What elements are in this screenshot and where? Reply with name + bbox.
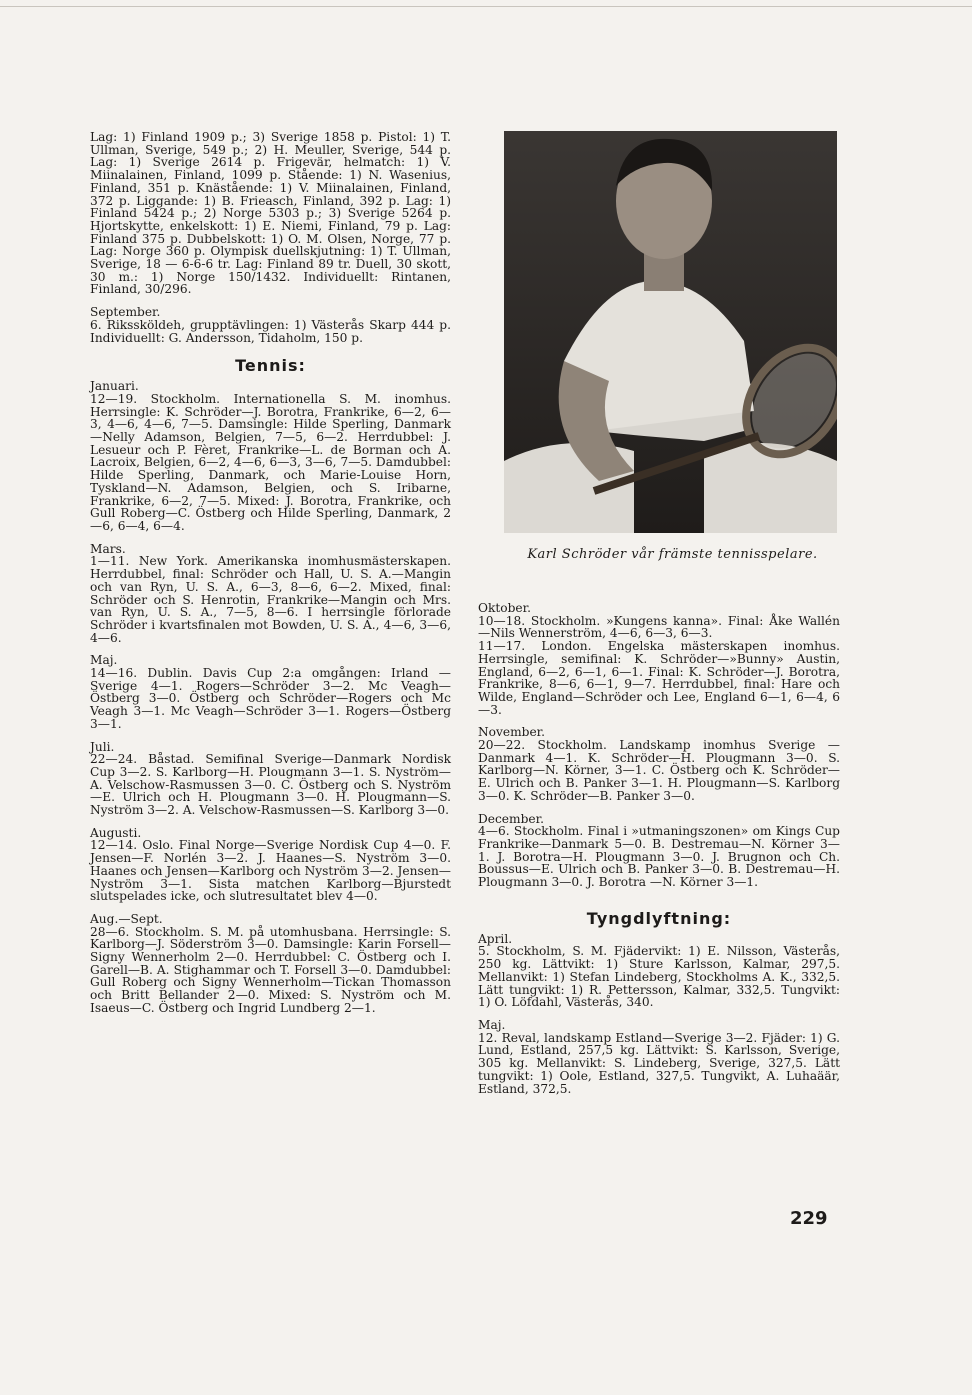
tennis-player-photo (504, 131, 837, 533)
month-label: Oktober. (478, 601, 531, 615)
tennis-entry: 1—11. New York. Amerikanska inomhusmästerskapen. Herrdubbel, final: Schröder och Hall, U. S. A.—Mangin och van Ryn, U. S. A., 6—3, 8—6, 6—2. Mixed, final: Schröder och S. Henrotin, Frankrike—Mangin och Mrs. van Ryn, U. S. A., 7—5, 8—6. I herrsingle förlorade Schröder i kvartsfinalen mot Bowden, U. S. A., 4—6, 3—6, 4—6. (90, 554, 451, 645)
month-label: Aug.—Sept. (90, 911, 163, 926)
page-number: 229 (790, 1208, 828, 1229)
month-label: Augusti. (90, 825, 142, 840)
month-label: Juli. (90, 739, 115, 754)
month-label: Mars. (90, 541, 126, 556)
tennis-heading: Tennis: (235, 356, 306, 376)
photo-caption: Karl Schröder vår främste tennisspelare. (527, 547, 818, 562)
month-label-september: September. (90, 305, 161, 320)
month-label: Maj. (478, 1017, 506, 1032)
tennis-entry: 11—17. London. Engelska mästerskapen inomhus. Herrsingle, semifinal: K. Schröder—»Bunny» Austin, England, 6—2, 6—1, 6—1. Final: K. Schröder—J. Borotra, Frankrike, 8—6, 6—1, 9—7. Herrdubbel, final: Hare och Wilde, England—Schröder och Lee, England 6—1, 6—4, 6—3. (478, 639, 840, 717)
tennis-entry: 10—18. Stockholm. »Kungens kanna». Final: Åke Wallén—Nils Wennerström, 4—6, 6—3, 6—3. (478, 613, 840, 641)
month-label: April. (478, 931, 513, 946)
weightlifting-heading: Tyngdlyftning: (586, 908, 732, 928)
tennis-entry: 12—14. Oslo. Final Norge—Sverige Nordisk Cup 4—0. F. Jensen—F. Norlén 3—2. J. Haanes—S. Nyström 3—0. Haanes och Jensen—Karlborg och Nyström 3—2. Jensen—Nyström 3—1. Sista matchen Karlborg—Bjurstedt slutspelades icke, och slutresultatet blev 4—0. (90, 838, 451, 904)
right-column (478, 602, 840, 1095)
tennis-entry: 14—16. Dublin. Davis Cup 2:a omgången: Irland —Sverige 4—1. Rogers—Schröder 3—2. Mc Veagh—Östberg 3—0. Östberg och Schröder—Rogers och Mc Veagh 3—1. Mc Veagh—Schröder 3—1. Rogers—Östberg 3—1. (90, 666, 451, 731)
september-entry: 6. Rikssköldeh, grupptävlingen: 1) Västerås Skarp 444 p. Individuellt: G. Andersson, Tidaholm, 150 p. (90, 317, 451, 345)
shooting-results-intro: Lag: 1) Finland 1909 p.; 3) Sverige 1858 p. Pistol: 1) T. Ullman, Sverige, 549 p.; 2) H. Meuller, Sverige, 544 p. Lag: 1) Sverige 2614 p. Frigevär, helmatch: 1) V. Miinalainen, Finland, 1099 p. Stående: 1) N. Wasenius, Finland, 351 p. Knästående: 1) V. Miinalainen, Finland, 372 p. Liggande: 1) B. Frieasch, Finland, 392 p. Lag: 1) Finland 5424 p.; 2) Norge 5303 p.; 3) Sverige 5264 p. Hjortskytte, enkelskott: 1) E. Niemi, Finland, 79 p. Lag: Finland 375 p. Dubbelskott: 1) O. M. Olsen, Norge, 77 p. Lag: Norge 360 p. Olympisk duellskjutning: 1) T. Ullman, Sverige, 18 — 6-6-6 tr. Lag: Finland 89 tr. Duell, 30 skott, 30 m.: 1) Norge 150/1432. Individuellt: Rintanen, Finland, 30/296. (90, 130, 451, 297)
top-rule (0, 0, 972, 7)
month-label: December. (478, 811, 544, 826)
tennis-entry: 28—6. Stockholm. S. M. på utomhusbana. Herrsingle: S. Karlborg—J. Söderström 3—0. Damsingle: Karin Forsell—Signy Wennerholm 2—0. Herrdubbel: C. Östberg och I. Garell—B. A. Stighammar och T. Forsell 3—0. Damdubbel: Gull Roberg och Signy Wennerholm—Tickan Thomasson och Britt Bellander 2—0. Mixed: S. Nyström och M. Isaeus—C. Östberg och Ingrid Lundberg 2—1. (90, 924, 451, 1015)
month-label: Maj. (90, 653, 118, 668)
weightlifting-entry: 5. Stockholm, S. M. Fjädervikt: 1) E. Nilsson, Västerås, 250 kg. Lättvikt: 1) Sture Karlsson, Kalmar, 297,5. Mellanvikt: 1) Stefan Lindeberg, Stockholms A. K., 332,5. Lätt tungvikt: 1) R. Pettersson, Kalmar, 332,5. Tungvikt: 1) O. Löfdahl, Västerås, 340. (478, 944, 840, 1010)
tennis-entry: 4—6. Stockholm. Final i »utmaningszonen» om Kings Cup Frankrike—Danmark 5—0. B. Destremau—N. Körner 3—1. J. Borotra—H. Plougmann 3—0. J. Brugnon och Ch. Boussus—E. Ulrich och B. Panker 3—0. B. Destremau—H. Plougmann 3—0. J. Borotra —N. Körner 3—1. (478, 824, 840, 890)
tennis-entry: 20—22. Stockholm. Landskamp inomhus Sverige —Danmark 4—1. K. Schröder—H. Plougmann 3—0. S. Karlborg—N. Körner, 3—1. C. Östberg och K. Schröder—E. Ulrich och B. Panker 3—1. H. Plougmann—S. Karlborg 3—0. K. Schröder—B. Panker 3—0. (478, 738, 840, 803)
tennis-entry: 12—19. Stockholm. Internationella S. M. inomhus. Herrsingle: K. Schröder—J. Borotra, Frankrike, 6—2, 6—3, 4—6, 4—6, 7—5. Damsingle: Hilde Sperling, Danmark—Nelly Adamson, Belgien, 7—5, 6—2. Herrdubbel: J. Lesueur och P. Fèret, Frankrike—L. de Borman och A. Lacroix, Belgien, 6—2, 4—6, 6—3, 3—6, 7—5. Damdubbel: Hilde Sperling, Danmark, och Marie-Louise Horn, Tyskland—N. Adamson, Belgien, och S. Iribarne, Frankrike, 6—2, 7—5. Mixed: J. Borotra, Frankrike, och Gull Roberg—C. Östberg och Hilde Sperling, Danmark, 2—6, 6—4, 6—4. (90, 391, 451, 533)
tennis-player-icon (504, 131, 837, 533)
weightlifting-entry: 12. Reval, landskamp Estland—Sverige 3—2. Fjäder: 1) G. Lund, Estland, 257,5 kg. Lättvikt: S. Karlsson, Sverige, 305 kg. Mellanvikt: S. Lindeberg, Sverige, 327,5. Lätt tungvikt: 1) Oole, Estland, 327,5. Tungvikt, A. Luhaäär, Estland, 372,5. (478, 1030, 840, 1096)
month-label: Januari. (90, 379, 139, 394)
tennis-entry: 22—24. Båstad. Semifinal Sverige—Danmark Nordisk Cup 3—2. S. Karlborg—H. Plougmann 3—1. S. Nyström—A. Velschow-Rasmussen 3—0. C. Östberg och S. Nyström—E. Ulrich och H. Plougmann 3—0. H. Plougmann—S. Nyström 3—2. A. Velschow-Rasmussen—S. Karlborg 3—0. (90, 752, 451, 818)
left-column (90, 131, 451, 1015)
month-label: November. (478, 725, 546, 740)
